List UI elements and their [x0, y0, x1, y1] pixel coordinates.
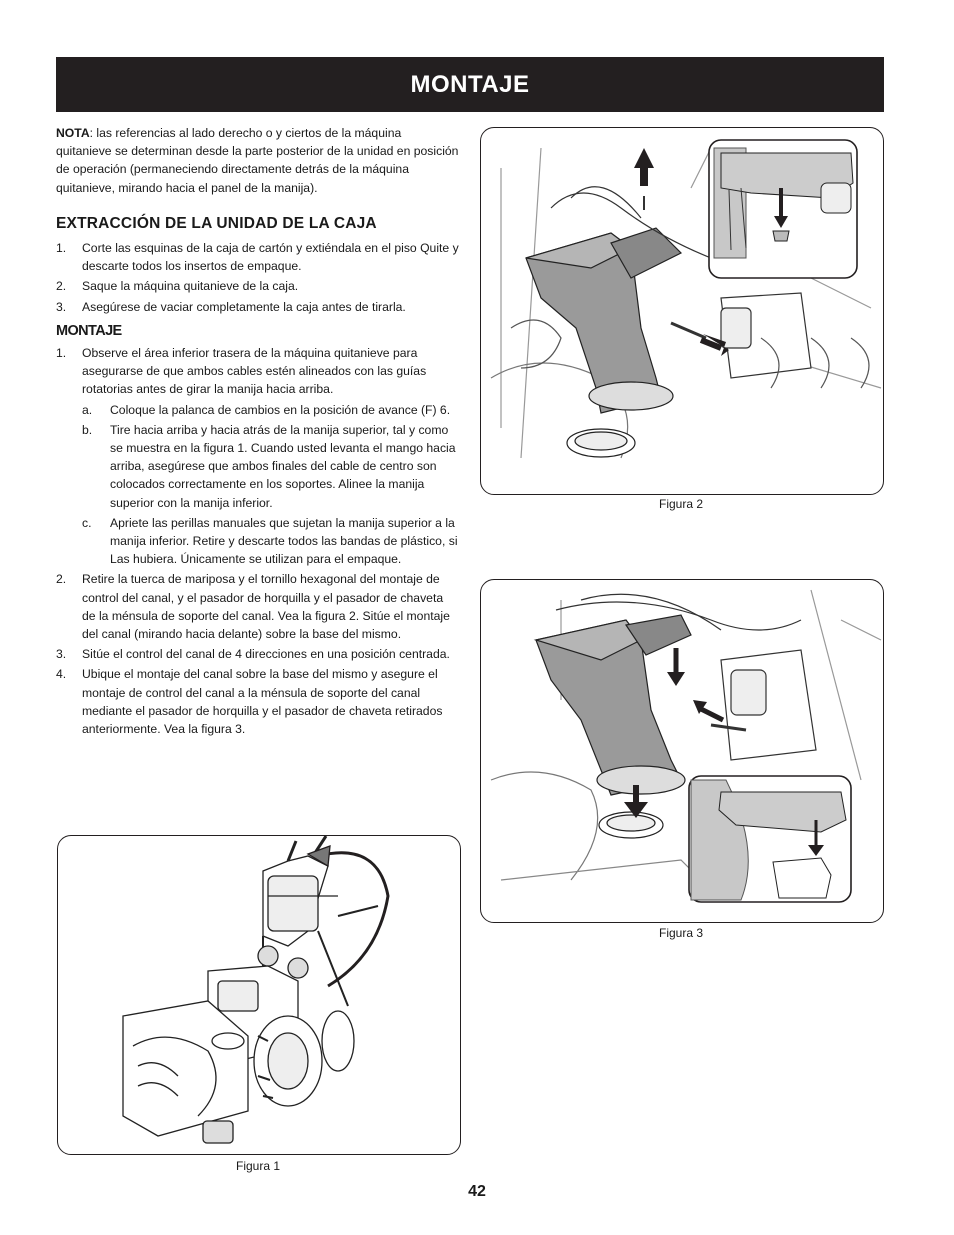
list-item [82, 401, 460, 419]
list-item [56, 239, 460, 275]
substeps [82, 401, 460, 569]
arrow-icon [693, 700, 723, 720]
substep-letter: a. [82, 402, 93, 417]
list-item [56, 665, 460, 738]
snowblower-handle-illustration [58, 836, 460, 1154]
assembly-heading: MONTAJE [56, 322, 122, 339]
figure-2-caption: Figura 2 [658, 497, 704, 511]
note-paragraph [56, 124, 460, 197]
step-number: 2. [56, 279, 67, 294]
list-item [56, 344, 460, 568]
chute-installation-illustration [481, 580, 883, 922]
figure-1-caption: Figura 1 [235, 1159, 281, 1173]
left-column [56, 124, 460, 740]
detail-inset [689, 776, 851, 902]
step-text: Ubique el montaje del canal sobre la base del mismo y asegure el montaje de control del canal a la ménsula de soporte del canal mediante el pasador de horquilla y el pasador de chaveta retirados anteriormente. Vea la figura 3. [82, 667, 443, 737]
unboxing-heading: EXTRACCIÓN DE LA UNIDAD DE LA CAJA [56, 214, 377, 232]
arrow-icon [634, 148, 654, 210]
substep-text: Tire hacia arriba y hacia atrás de la manija superior, tal y como se muestra en la figura 1. Cuando usted levanta el mango hacia arriba, asegúrese que ambos finales del cable de centro son colocados correctamente en los soportes. Alinee la manija superior con la manija inferior. [110, 422, 456, 510]
step-number: 1. [56, 241, 67, 256]
step-text: Sitúe el control del canal de 4 direcciones en una posición centrada. [82, 647, 450, 662]
list-item [56, 277, 460, 295]
step-number: 2. [56, 572, 67, 587]
step-number: 4. [56, 667, 67, 682]
figure-2 [480, 127, 884, 495]
step-text: Corte las esquinas de la caja de cartón y extiéndala en el piso Quite y descarte todos los insertos de empaque. [82, 241, 459, 274]
step-text: Retire la tuerca de mariposa y el tornillo hexagonal del montaje de control del canal, y el pasador de horquilla y el pasador de chaveta de la ménsula de soporte del canal. Vea la figura 2. Sitúe el montaje del canal (mirando hacia delante) sobre la base del mismo. [82, 572, 450, 642]
figure-3 [480, 579, 884, 923]
substep-text: Apriete las perillas manuales que sujetan la manija superior a la manija inferior. Retire y descarte todos las bandas de plástico, si Las hubiera. Únicamente se utilizan para el empaque. [110, 515, 458, 567]
substep-letter: c. [82, 515, 92, 530]
step-number: 3. [56, 647, 67, 662]
note-text: : las referencias al lado derecho o y ciertos de la máquina quitanieve se determinan desde la parte posterior de la unidad en posición de operación (permaneciendo directamente detrás de la máquina quitanieve, mirando hacia el panel de la manija). [56, 126, 459, 195]
list-item [56, 570, 460, 643]
detail-inset [709, 140, 857, 278]
arrow-icon [667, 648, 685, 686]
step-number: 1. [56, 346, 67, 361]
substep-text: Coloque la palanca de cambios en la posición de avance (F) 6. [110, 402, 451, 417]
figure-1 [57, 835, 461, 1155]
section-header [56, 57, 884, 112]
list-item [82, 421, 460, 512]
chute-removal-illustration [481, 128, 883, 494]
figure-3-caption: Figura 3 [658, 926, 704, 940]
unboxing-steps [56, 239, 460, 316]
page-title: MONTAJE [410, 70, 530, 98]
step-text: Asegúrese de vaciar completamente la caja antes de tirarla. [82, 299, 406, 314]
note-label: NOTA [56, 126, 90, 140]
list-item [56, 298, 460, 316]
step-number: 3. [56, 299, 67, 314]
substep-letter: b. [82, 422, 93, 437]
page-number: 42 [468, 1183, 486, 1200]
assembly-steps [56, 344, 460, 738]
list-item [56, 645, 460, 663]
step-text: Saque la máquina quitanieve de la caja. [82, 279, 299, 294]
step-text: Observe el área inferior trasera de la máquina quitanieve para asegurarse de que ambos cables estén alineados con las guías rotatorias antes de girar la manija hacia arriba. [82, 346, 427, 397]
list-item [82, 514, 460, 569]
